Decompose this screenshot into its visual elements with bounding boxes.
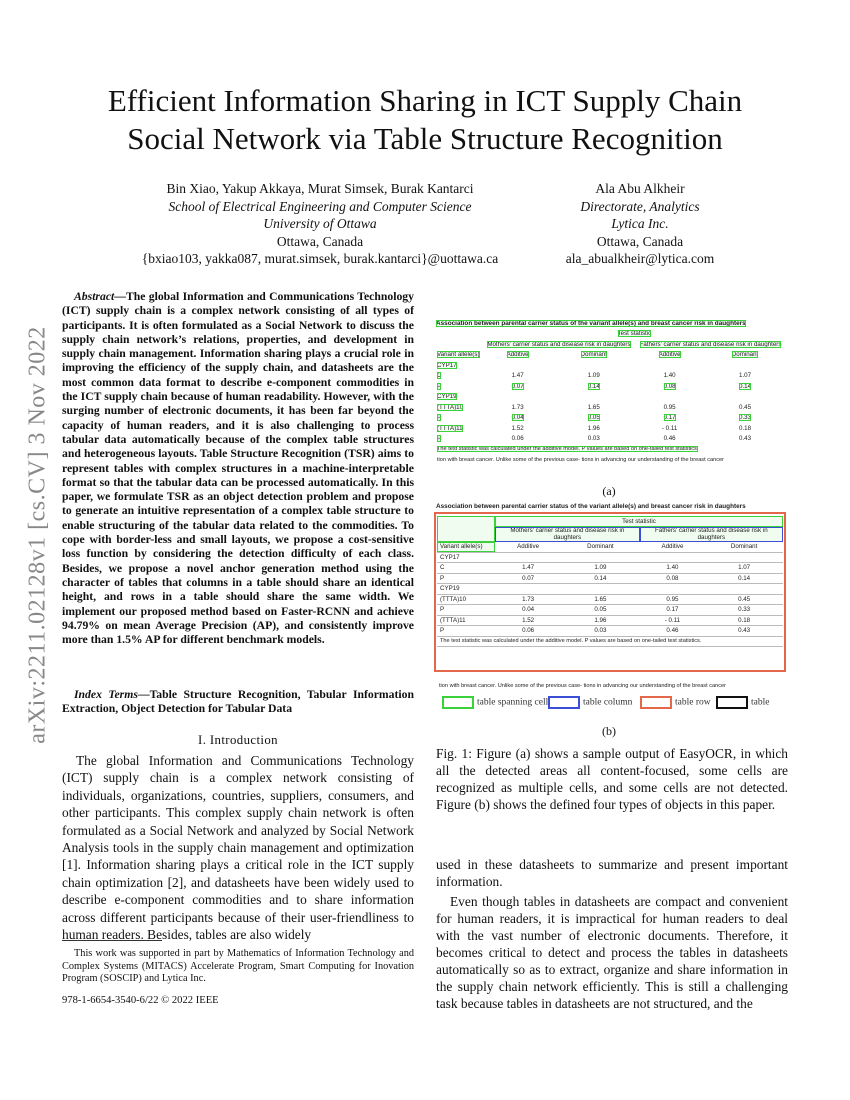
table-cell: 1.40 (666, 564, 679, 572)
legend-label-table: table (751, 697, 770, 708)
table-row (437, 552, 783, 563)
table-cell: 0.33 (738, 606, 751, 614)
table-cell: 1.40 (663, 372, 676, 380)
additive-header: Additive (640, 542, 706, 553)
table-cell: 0.46 (666, 627, 679, 635)
table-row (434, 371, 786, 382)
table-cell: 1.96 (587, 424, 600, 432)
table-cell: 0.08 (663, 382, 676, 390)
row-label: C (437, 372, 442, 380)
row-label: CYP19 (437, 393, 457, 401)
table-row (434, 381, 786, 392)
author-dept: School of Electrical Engineering and Computer Science (168, 198, 472, 214)
author-block-left (110, 180, 530, 268)
author-email[interactable]: {bxiao103, yakka087, murat.simsek, burak.kantarci}@uottawa.ca (141, 251, 499, 266)
author-city: Ottawa, Canada (276, 233, 364, 249)
row-label: CYP17 (437, 361, 457, 369)
table-row (437, 605, 783, 616)
figure-b-title: Association between parental carrier status of the variant allele(s) and breast cancer risk in daughters (436, 503, 746, 510)
row-label: P (437, 435, 442, 443)
table-cell: 1.65 (587, 403, 600, 411)
author-block-right (540, 180, 740, 268)
table-cell: 0.07 (522, 574, 535, 582)
table-row (437, 594, 783, 605)
row-label: (TTTA)10 (440, 595, 467, 603)
table-cell: 1.07 (738, 564, 751, 572)
table-cell: 0.46 (663, 435, 676, 443)
figure-a-overflow: tion with breast cancer. Unlike some of the previous case- tions in advancing our understanding of the breast cancer (437, 456, 724, 463)
row-label: P (440, 606, 445, 614)
row-label: (TTTA)11 (440, 616, 466, 624)
table-cell: 0.33 (739, 414, 752, 422)
table-cell: 1.73 (522, 595, 535, 603)
table-cell: 1.73 (511, 403, 524, 411)
figure-a (434, 318, 786, 470)
author-dept: Directorate, Analytics (580, 198, 700, 214)
additive-header: Additive (506, 351, 529, 359)
legend-label-spanning: table spanning cell (477, 697, 549, 708)
row-label: (TTTA)10 (437, 403, 464, 411)
table-row (437, 584, 783, 595)
row-label: CYP17 (440, 553, 460, 561)
table-cell: 0.06 (522, 627, 535, 635)
figure-b-label: (b) (602, 724, 616, 738)
table-row (434, 434, 786, 445)
figure-b-overflow: tion with breast cancer. Unlike some of the previous case- tions in advancing our understanding of the breast cancer (439, 683, 726, 689)
table-cell: 0.04 (511, 414, 524, 422)
legend-label-row: table row (675, 697, 711, 708)
table-cell: 0.05 (587, 414, 600, 422)
table-cell: 0.18 (738, 616, 751, 624)
figure-a-label: (a) (602, 484, 616, 498)
table-cell: 0.17 (666, 606, 679, 614)
paper-title: Efficient Information Sharing in ICT Supply Chain Social Network via Table Structure Recognition (107, 83, 743, 156)
row-label: CYP19 (440, 585, 460, 593)
figure-b (434, 502, 786, 692)
table-cell: 0.14 (594, 574, 607, 582)
table-row (434, 413, 786, 424)
dominant-header: Dominant (561, 542, 640, 553)
row-label: P (440, 574, 445, 582)
test-statistic-cell: Test statistic (617, 330, 652, 338)
table-cell: 0.45 (738, 595, 751, 603)
table-cell: 0.03 (594, 627, 607, 635)
legend-swatch-row (640, 696, 672, 709)
table-cell: 0.14 (738, 574, 751, 582)
footnote-rule (62, 940, 162, 941)
table-cell: 1.47 (511, 372, 524, 380)
fathers-header: Fathers' carrier status and disease risk in daughters (639, 340, 782, 348)
figure-a-note: The test statistic was calculated under the additive model. P values are based on one-tailed test statistics. (437, 446, 699, 453)
table-row (434, 423, 786, 434)
intro-paragraph: The global Information and Communications Technology (ICT) supply chain is a complex network consisting of individuals, organizations, countries, suppliers, consumers, and other participants. This complex supply chain network is often formulated as a Social Network and analyzed by Social Network Analysis tools in the supply chain management and optimization [1]. Information sharing plays a critical role in the ICT supply chain optimization [2], and datasheets have been widely used to describe e-component commodities and to share information across different participants because of their user-friendliness to human readers. Besides, tables are also widely (62, 753, 414, 943)
row-label: P (437, 382, 442, 390)
dominant-header: Dominant (731, 351, 759, 359)
table-cell: 0.03 (587, 435, 600, 443)
table-cell: - 0.11 (661, 424, 678, 432)
table-cell: 0.95 (666, 595, 679, 603)
table-cell: 1.52 (522, 616, 535, 624)
table-row (434, 392, 786, 403)
dominant-header: Dominant (705, 542, 783, 553)
table-cell: 0.04 (522, 606, 535, 614)
table-cell: 0.14 (587, 382, 600, 390)
table-cell: 1.52 (511, 424, 524, 432)
table-cell: 1.09 (594, 564, 607, 572)
table-row (434, 402, 786, 413)
table-cell: 1.07 (739, 372, 752, 380)
variant-header: Variant allele(s) (437, 542, 495, 553)
table-cell: 0.95 (663, 403, 676, 411)
table-cell: 0.08 (666, 574, 679, 582)
table-row (434, 360, 786, 371)
table-cell: 0.06 (511, 435, 524, 443)
figure-legend (436, 696, 788, 714)
legend-label-column: table column (583, 697, 633, 708)
fathers-header: Fathers' carrier status and disease risk in daughters (640, 527, 783, 542)
table-row (437, 615, 783, 626)
table-row (437, 563, 783, 574)
table-cell: - 0.11 (664, 616, 681, 624)
table-cell: 0.14 (739, 382, 752, 390)
author-names: Ala Abu Alkheir (595, 181, 685, 196)
table-cell: 1.09 (587, 372, 600, 380)
body-paragraph: used in these datasheets to summarize and present important information. (436, 857, 788, 889)
section-heading: I. Introduction (198, 733, 278, 747)
arxiv-stamp: arXiv:2211.02128v1 [cs.CV] 3 Nov 2022 (24, 326, 51, 744)
author-names: Bin Xiao, Yakup Akkaya, Murat Simsek, Burak Kantarci (166, 181, 474, 196)
dominant-header: Dominant (580, 351, 608, 359)
table-cell: 0.43 (739, 435, 752, 443)
test-statistic-cell: Test statistic (495, 516, 783, 527)
footnote: This work was supported in part by Mathematics of Information Technology and Complex Systems (MITACS) Accelerate Program, Smart Computing for Inovation Program (SOSCIP) and Lytica Inc. (62, 948, 414, 985)
table-cell: 0.07 (511, 382, 524, 390)
additive-header: Additive (495, 542, 561, 553)
legend-swatch-table (716, 696, 748, 709)
body-paragraph: Even though tables in datasheets are compact and convenient for human readers, it is impractical for human readers to deal with the vast number of electronic documents. Therefore, it becomes critical to detect and process the tables in datasheets automatically so as to extract, organize and share information in the supply chain network efficiently. This is still a challenging task because tables in datasheets are not structured, and the (436, 894, 788, 1011)
author-city: Ottawa, Canada (596, 233, 684, 249)
author-univ: University of Ottawa (263, 216, 377, 231)
table-row (437, 573, 783, 584)
copyright: 978-1-6654-3540-6/22 © 2022 IEEE (62, 995, 219, 1006)
row-label: (TTTA)11 (437, 424, 463, 432)
abstract: Abstract—The global Information and Communications Technology (ICT) supply chain is a complex network consisting of all types of participants. It is often formulated as a Social Network to discuss the supply chain network’s relations, properties, and development in supply chain management. Information sharing plays a crucial role in improving the efficiency of the supply chain, and datasheets are the most common data format to describe e-component commodities in the ICT supply chain because of human readability. However, with the surging number of electronic documents, it has been far beyond the capacity of human readers, and it is also challenging to process tabular data automatically because of the complex table structures and heterogeneous layouts. Table Structure Recognition (TSR) aims to represent tables with complex structures in a machine-interpretable format so that the tabular data can be processed automatically. In this paper, we formulate TSR as an object detection problem and propose to generate an intuitive representation of a complex table structure to enable structuring of the tabular data related to the commodities. To cope with border-less and small layouts, we propose a cost-sensitive loss function by considering the detection difficulty of each class. Besides, we propose a novel anchor generation method using the character of tables that columns in a table should share an identical height, and rows in a table should share the same width. We implement our proposed method based on Faster-RCNN and achieve 94.79% on mean Average Precision (AP), and consistently improve more than 1.5% AP for different benchmark models. (62, 290, 414, 647)
table-cell: 1.96 (594, 616, 607, 624)
row-label: P (437, 414, 442, 422)
author-email[interactable]: ala_abualkheir@lytica.com (565, 251, 715, 266)
index-terms: Index Terms—Table Structure Recognition, Tabular Information Extraction, Object Detection for Tabular Data (62, 688, 414, 716)
table-cell: 0.45 (739, 403, 752, 411)
table-cell: 1.47 (522, 564, 535, 572)
author-org: Lytica Inc. (611, 216, 669, 231)
row-label: C (440, 564, 445, 572)
table-cell: 1.65 (594, 595, 607, 603)
additive-header: Additive (658, 351, 681, 359)
legend-swatch-column (548, 696, 580, 709)
mothers-header: Mothers' carrier status and disease risk in daughters (487, 340, 631, 348)
table-cell: 0.17 (663, 414, 676, 422)
figure-caption: Fig. 1: Figure (a) shows a sample output of EasyOCR, in which all the detected areas all content-focused, some cells are recognized as multiple cells, and some cells are not detected. Figure (b) shows the defined four types of objects in this paper. (436, 746, 788, 812)
table-cell: 0.05 (594, 606, 607, 614)
figure-b-note: The test statistic was calculated under the additive model. P values are based on one-tailed test statistics. (437, 636, 783, 647)
table-cell: 0.43 (738, 627, 751, 635)
table-row (437, 626, 783, 637)
legend-swatch-spanning (442, 696, 474, 709)
table-cell: 0.18 (739, 424, 752, 432)
variant-header: Variant allele(s) (437, 351, 480, 359)
row-label: P (440, 627, 445, 635)
mothers-header: Mothers' carrier status and disease risk in daughters (495, 527, 640, 542)
figure-a-title: Association between parental carrier status of the variant allele(s) and breast cancer risk in daughters (436, 319, 746, 327)
